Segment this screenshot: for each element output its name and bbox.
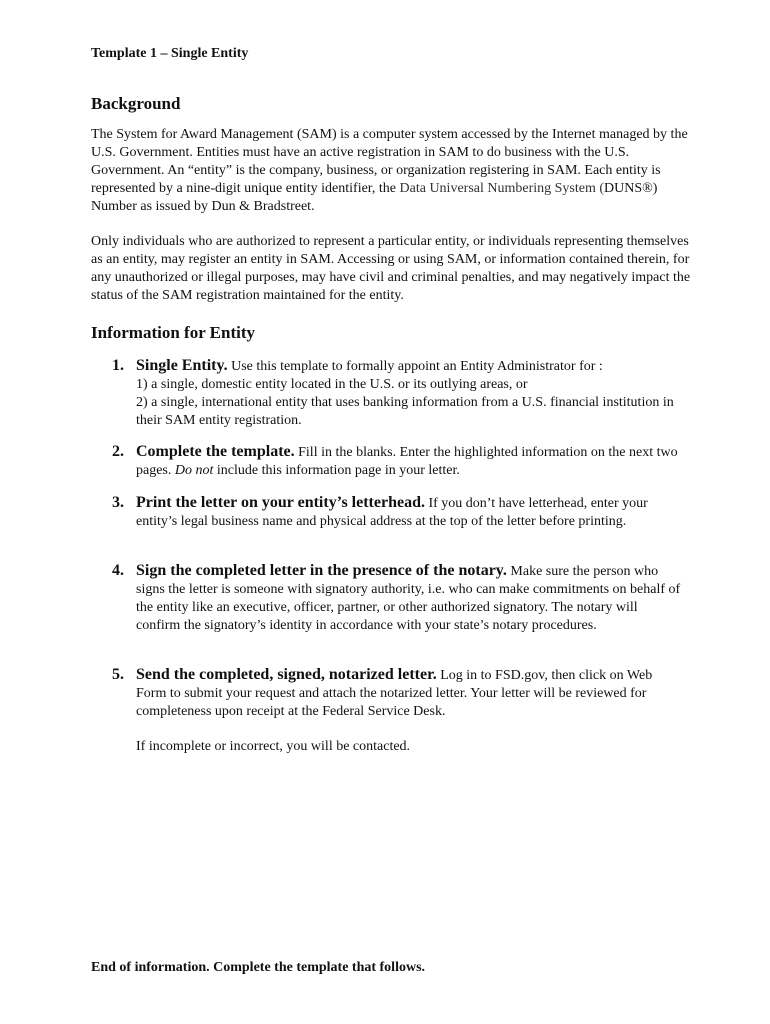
background-paragraph-1-end: DUNS®) Number as issued by Dun & Bradstreet.: [91, 181, 658, 214]
list-item-title: Complete the template.: [136, 443, 295, 460]
list-item-text: Fill in the blanks. Enter the highlighted information on the next two pages.: [136, 445, 678, 478]
list-item-number: 1.: [112, 357, 124, 374]
list-item-text: Log in to FSD.gov, then click on Web Form to submit your request and attach the notarized letter. Your letter will be reviewed for completeness upon receipt at the Federal Service Desk.: [136, 668, 653, 719]
list-item-text-end: include this information page in your letter.: [213, 463, 460, 478]
list-item-body: [136, 666, 684, 756]
template-title: Template 1 – Single Entity: [91, 46, 249, 61]
list-item-first-line: [136, 357, 684, 376]
background-paragraph-1-text: The System for Award Management (SAM) is a computer system accessed by the Internet managed by the U.S. Government. Entities must have an active registration in SAM to do business with the U.S. Government. An “entity” is the company, business, or organization registering in SAM. Each entity is represented by a nine-digit unique entity identifier, the: [91, 127, 688, 196]
list-item-followup: If incomplete or incorrect, you will be contacted.: [136, 739, 411, 754]
list-item-domestic-line: 1) a single, domestic entity located in the U.S. or its outlying areas, or: [136, 377, 528, 392]
list-item-number: 3.: [112, 494, 124, 511]
list-item-international-line: 2) a single, international entity that uses banking information from a U.S. financial institution in their SAM entity registration.: [136, 395, 674, 428]
end-of-information-note: End of information. Complete the template that follows.: [91, 960, 426, 975]
list-item-number: 2.: [112, 443, 124, 460]
list-item-title: Print the letter on your entity’s letterhead.: [136, 494, 425, 511]
list-item-title: Single Entity.: [136, 357, 228, 374]
list-item-number: 5.: [112, 666, 124, 683]
duns-link[interactable]: Data Universal Numbering System (: [399, 181, 605, 196]
list-item-number: 4.: [112, 562, 124, 579]
list-item-title: Sign the completed letter in the presence of the notary.: [136, 562, 507, 579]
list-item-text: Make sure the person who signs the letter is someone with signatory authority, i.e. who can make commitments on behalf of the entity like an executive, officer, partner, or other authorized signatory. The notary will confirm the signatory’s identity in accordance with your state’s notary procedures.: [136, 564, 681, 633]
information-heading: Information for Entity: [91, 323, 256, 342]
list-item-emphasis: Do not: [174, 463, 214, 478]
background-paragraph-1: [91, 126, 691, 216]
list-item-body: [136, 562, 684, 635]
list-item-body: [136, 443, 684, 480]
list-item-title: Send the completed, signed, notarized letter.: [136, 666, 437, 683]
list-item-body: [136, 357, 684, 430]
background-heading: Background: [91, 94, 181, 113]
background-paragraph-2: Only individuals who are authorized to represent a particular entity, or individuals representing themselves as an entity, may register an entity in SAM. Accessing or using SAM, or information contained therein, for any unauthorized or illegal purposes, may have civil and criminal penalties, and may negatively impact the status of the SAM registration maintained for the entity.: [91, 234, 691, 303]
list-item-text: Use this template to formally appoint an Entity Administrator for :: [227, 359, 603, 374]
list-item-text: If you don’t have letterhead, enter your entity’s legal business name and physical address at the top of the letter before printing.: [136, 496, 648, 529]
list-item-body: [136, 494, 684, 531]
